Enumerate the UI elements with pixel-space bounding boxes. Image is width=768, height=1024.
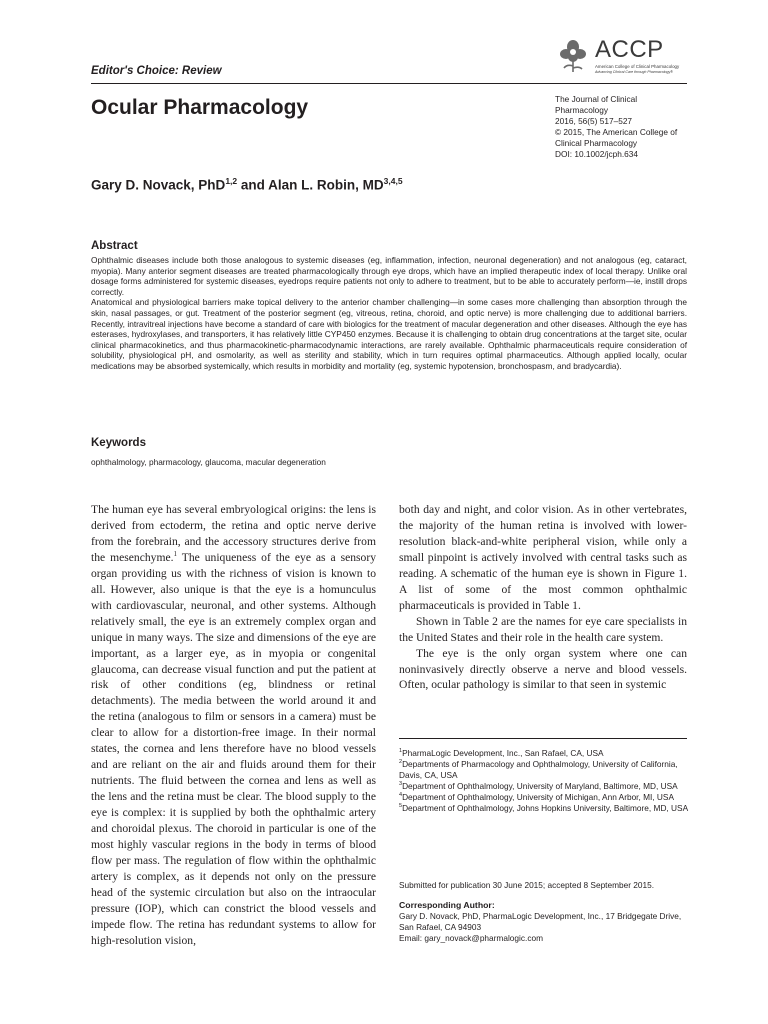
corresponding-author-details	[399, 911, 689, 944]
abstract-body	[91, 255, 687, 372]
body-text: The human eye has several embryological origins: the lens is derived from ectoderm, the retina and optic nerve derive from the forebrain, and the accessory structures derive from the mesenchyme.	[91, 503, 376, 564]
affiliation	[399, 781, 689, 792]
accp-logo	[557, 38, 697, 80]
journal-info	[555, 94, 690, 160]
keywords-list: ophthalmology, pharmacology, glaucoma, macular degeneration	[91, 457, 326, 467]
affiliation-text: Departments of Pharmacology and Ophthalmology, University of California, Davis, CA, USA	[399, 759, 678, 780]
affiliation-number: 2	[399, 759, 403, 766]
affiliation-number: 1	[399, 748, 403, 755]
footnote-divider	[399, 738, 687, 739]
affiliation-text: Department of Ophthalmology, University of Maryland, Baltimore, MD, USA	[402, 781, 678, 791]
flower-logo-icon	[557, 38, 591, 74]
affiliation-number: 5	[399, 803, 403, 810]
affiliation-text: Department of Ophthalmology, University of Michigan, Ann Arbor, MI, USA	[402, 792, 674, 802]
logo-acronym: ACCP	[595, 36, 664, 63]
citation-ref[interactable]: 1	[173, 550, 178, 558]
affiliation	[399, 759, 689, 781]
logo-tagline: Advancing Clinical Care through Pharmacology®	[595, 70, 673, 74]
body-column-right	[399, 502, 687, 693]
corresponding-email[interactable]: Email: gary_novack@pharmalogic.com	[399, 933, 543, 943]
affiliation-number: 4	[399, 792, 403, 799]
body-paragraph: both day and night, and color vision. As in other vertebrates, the majority of the human retina is involved with lower-resolution black-and-white peripheral vision, while only a small pinpoint is actively involved with central tasks such as reading. A schematic of the human eye is shown in Figure 1. A list of some of the most common ophthalmic pharmaceuticals is provided in Table 1.	[399, 503, 687, 612]
author-list	[91, 176, 403, 193]
affiliation	[399, 748, 689, 759]
abstract-paragraph: Ophthalmic diseases include both those analogous to systemic diseases (eg, inflammation, infection, neuronal degeneration) and not analogous (eg, cataract, myopia). Many anterior segment diseases are treated pharmacologically through eye drops, which have an implied therapeutic index of local therapy. Unlike oral dosage forms administered for systemic diseases, eyedrops require patients not only to adhere to treatment, but to be able to accurately perform—ie, instill drops correctly.	[91, 255, 687, 297]
logo-name: American College of Clinical Pharmacology	[595, 64, 680, 69]
body-paragraph	[91, 502, 376, 949]
affiliation-text: Department of Ophthalmology, Johns Hopkins University, Baltimore, MD, USA	[402, 803, 689, 813]
author-affiliation-ref: 1,2	[225, 176, 238, 186]
affiliation-list	[399, 748, 689, 814]
corresponding-author-heading: Corresponding Author:	[399, 900, 495, 910]
author-name: Gary D. Novack, PhD	[91, 177, 226, 193]
affiliation	[399, 792, 689, 803]
author-joiner: and	[237, 177, 269, 193]
body-column-left	[91, 502, 376, 949]
section-label: Editor's Choice: Review	[91, 65, 222, 77]
author-affiliation-ref: 3,4,5	[383, 176, 403, 186]
keywords-heading: Keywords	[91, 437, 146, 449]
article-title: Ocular Pharmacology	[91, 96, 309, 119]
journal-name: The Journal of Clinical Pharmacology	[555, 94, 638, 115]
journal-copyright: © 2015, The American College of Clinical Pharmacology	[555, 127, 678, 148]
journal-doi[interactable]: DOI: 10.1002/jcph.634	[555, 149, 639, 159]
header-divider	[91, 83, 687, 84]
affiliation-number: 3	[399, 781, 403, 788]
abstract-paragraph: Anatomical and physiological barriers make topical delivery to the anterior chamber challenging—in some cases more challenging than absorption through the skin, nasal passages, or gut. Treatment of the posterior segment (eg, vitreous, retina, choroid, and optic nerve) is more challenging due to additional barriers. Recently, intravitreal injections have become a standard of care with biologics for the treatment of macular degeneration and other diseases. Although the eye has esterases, hydroxylases, and transporters, it has relatively little CYP450 enzymes. Because it is challenging to obtain drug concentrations at the target site, ocular clinical pharmacokinetics, and thus pharmacokinetic-pharmacodynamic interactions, are rarely available. Ophthalmic pharmaceuticals require consideration of solubility, physiological pH, and osmolarity, as well as sterility and stability, which in turn requires optimal pharmaceutics. Although applied locally, ocular medications may be absorbed systemically, which results in morbidity and mortality (eg, systemic hypotension, bronchospasm, and bradycardia).	[91, 297, 687, 371]
abstract-heading: Abstract	[91, 240, 138, 252]
corresponding-address: Gary D. Novack, PhD, PharmaLogic Development, Inc., 17 Bridgegate Drive, San Rafael, CA 94903	[399, 911, 682, 932]
body-text: The uniqueness of the eye as a sensory organ providing us with the richness of vision is known to all. However, also unique is that the eye is a homunculus with cardiovascular, neuronal, and other systems. Although relatively small, the eye is an extremely complex organ and unique in many ways. The size and dimensions of the eye are important, as a larger eye, as in myopia or congenital glaucoma, can decrease visual function and put the patient at risk of other conditions (eg, blindness or retinal detachments). The media between the world around it and the retina (analogous to film or sensors in a camera) must be clear to allow for a distortion-free image. In their normal states, the cornea and lens therefore have no blood vessels and are reliant on the air and fluids around them for their nutrients. The fluid between the cornea and lens as well as the lens and the retina must be clear. The blood supply to the eye is complex: it is supplied by both the ophthalmic artery and choroidal plexus. The choroid in particular is one of the most highly vascular regions in the body in terms of blood flow per mass. The regulation of flow within the ophthalmic artery is complex, as it depends not only on the pressure head of the systemic circulation but also on the intraocular pressure (IOP), which can constrict the blood vessels and impede flow. The retina has redundant systems to allow for high-resolution vision,	[91, 550, 376, 947]
affiliation	[399, 803, 689, 814]
author-name: Alan L. Robin, MD	[268, 177, 384, 193]
body-paragraph: Shown in Table 2 are the names for eye care specialists in the United States and their role in the health care system.	[399, 614, 687, 644]
journal-issue: 2016, 56(5) 517–527	[555, 116, 633, 126]
body-paragraph: The eye is the only organ system where one can noninvasively directly observe a nerve and blood vessels. Often, ocular pathology is similar to that seen in systemic	[399, 646, 687, 692]
submission-dates: Submitted for publication 30 June 2015; accepted 8 September 2015.	[399, 880, 655, 890]
affiliation-text: PharmaLogic Development, Inc., San Rafael, CA, USA	[402, 748, 604, 758]
